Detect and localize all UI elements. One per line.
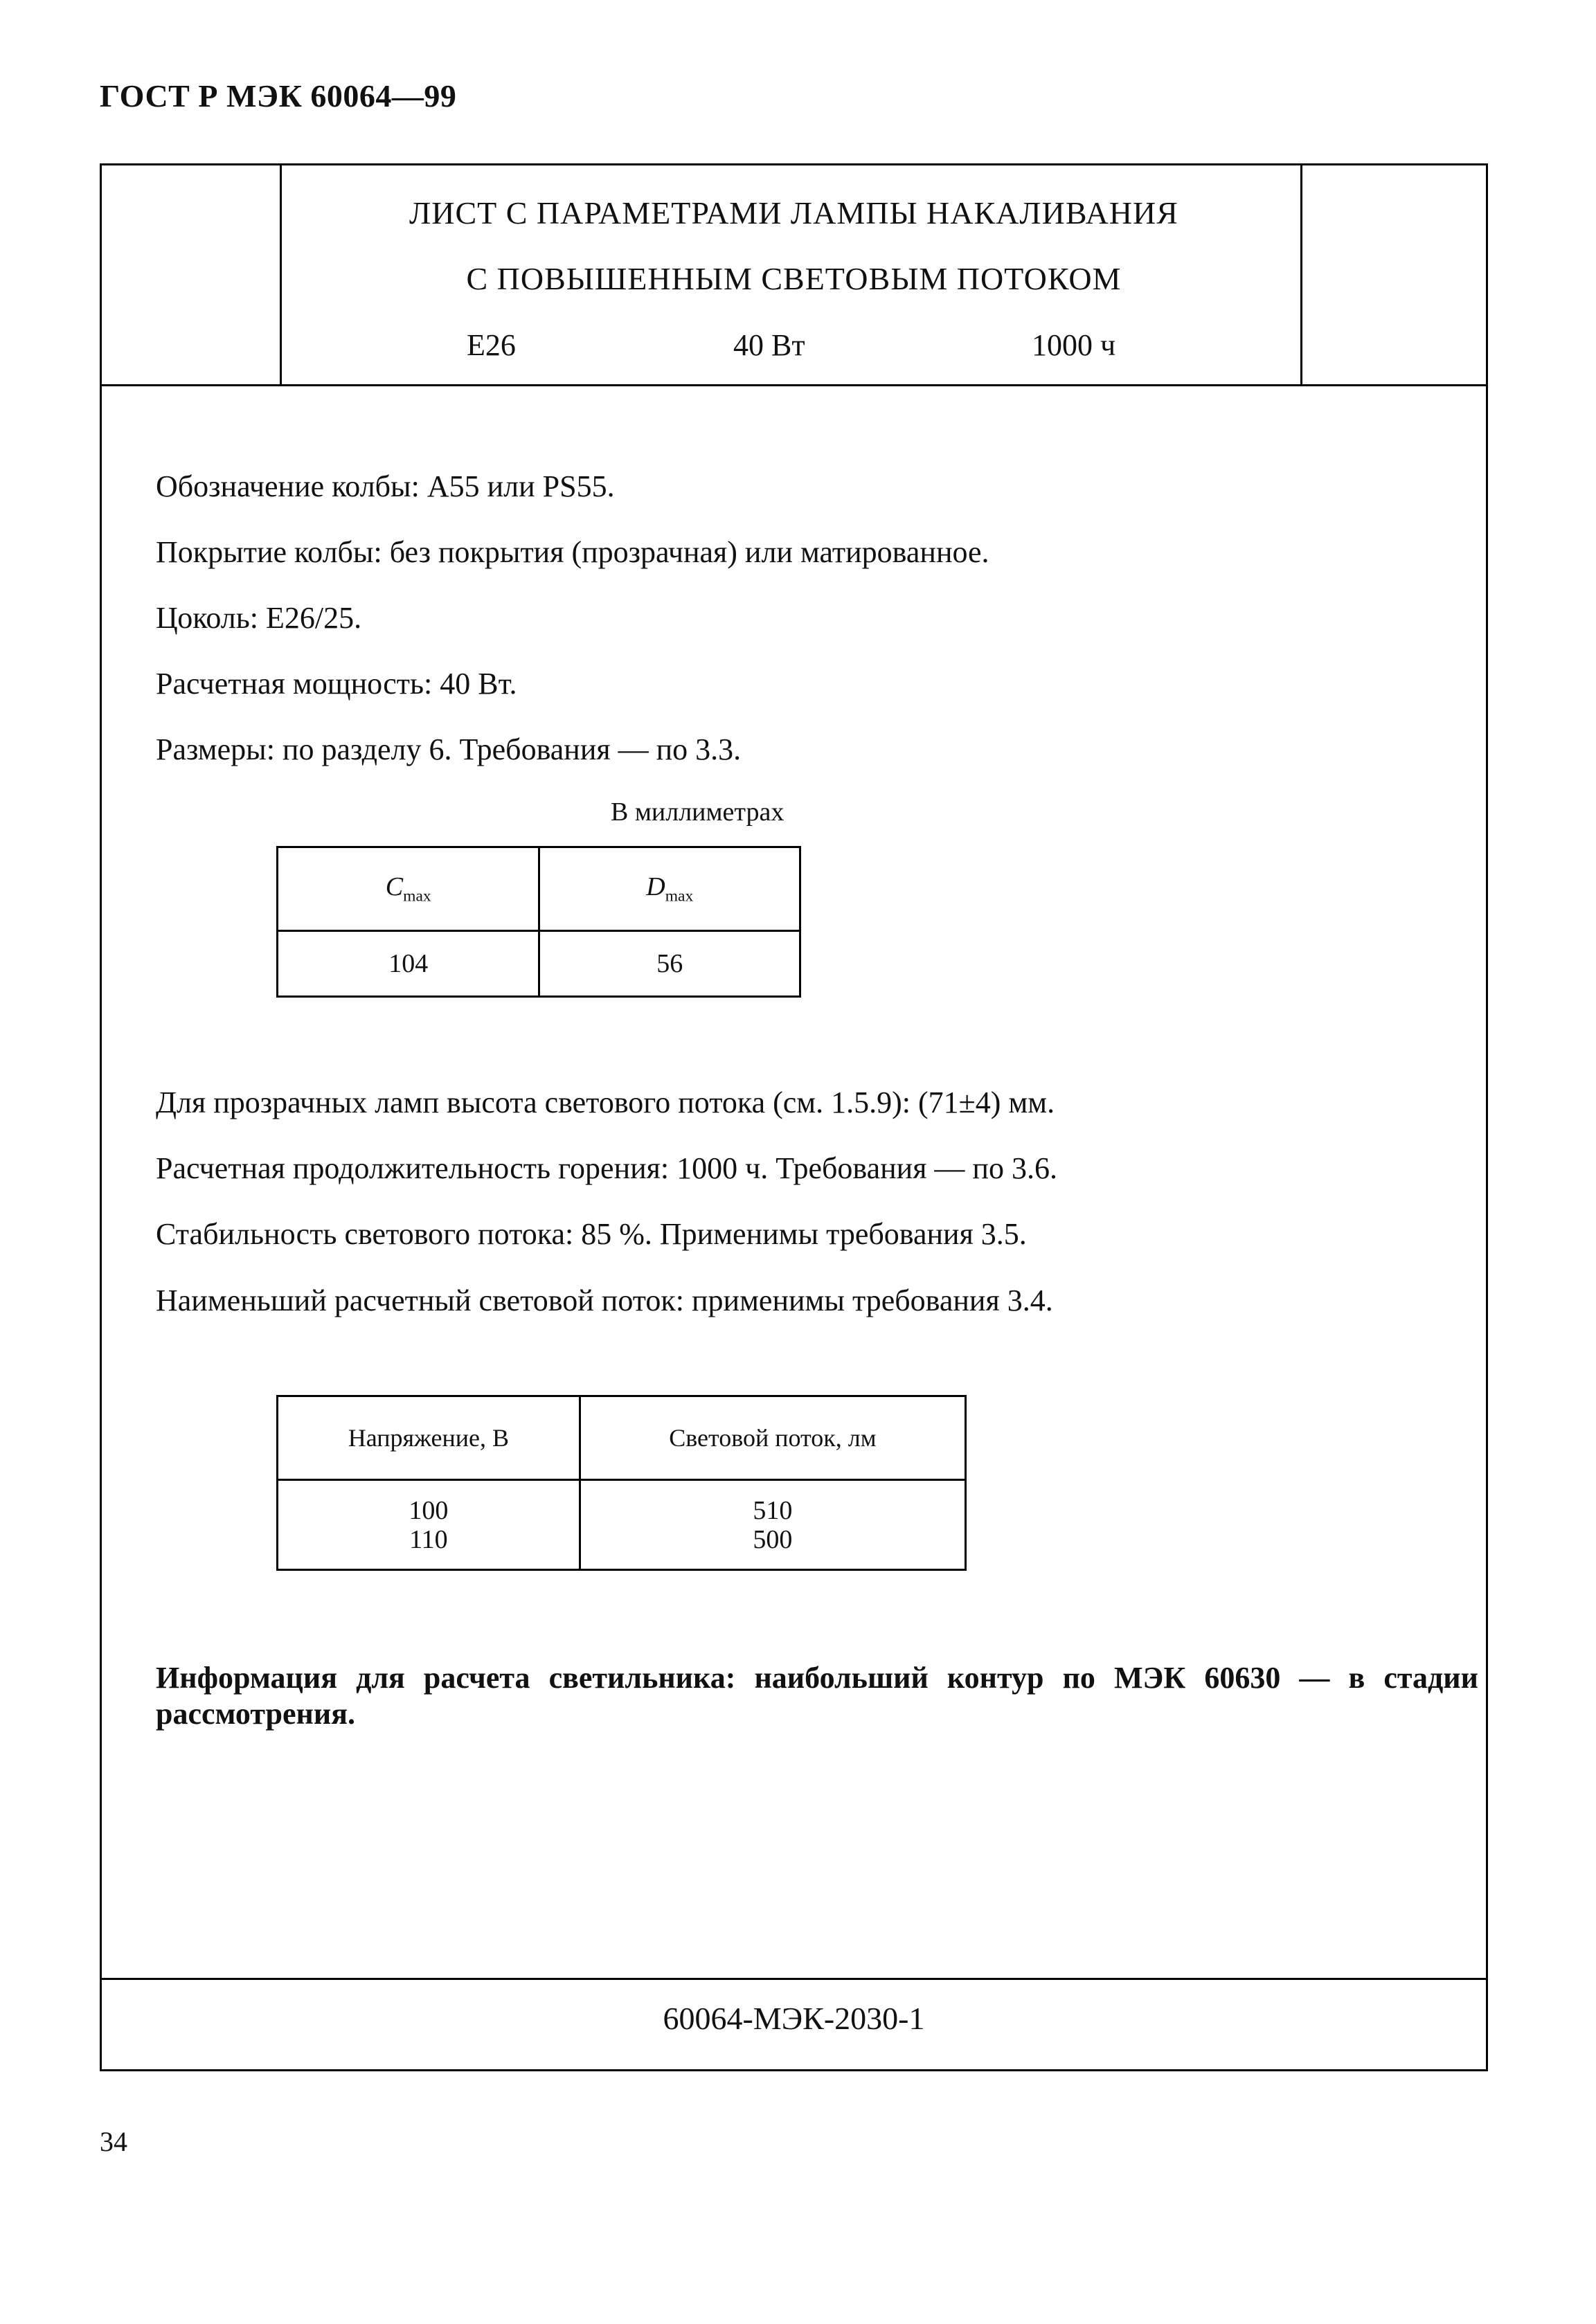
dimensions-table xyxy=(276,846,801,998)
footer-rule xyxy=(102,1978,1486,1980)
sheet-title-line2: С ПОВЫШЕННЫМ СВЕТОВЫМ ПОТОКОМ xyxy=(466,261,1122,296)
flux-value: 510 xyxy=(753,1495,793,1525)
light-centre-height: Для прозрачных ламп высота светового потока (см. 1.5.9): (71±4) мм. xyxy=(156,1086,1055,1119)
spec-power: 40 Вт xyxy=(733,328,805,362)
c-max-value: 104 xyxy=(278,931,539,997)
voltage-value: 100 xyxy=(409,1495,449,1525)
bulb-designation: Обозначение колбы: A55 или PS55. xyxy=(156,469,615,503)
flux-table xyxy=(276,1395,967,1571)
flux-values xyxy=(580,1480,965,1570)
voltage-value: 110 xyxy=(409,1524,448,1554)
title-bottom-rule xyxy=(102,384,1486,386)
sheet-title-line1: ЛИСТ С ПАРАМЕТРАМИ ЛАМПЫ НАКАЛИВАНИЯ xyxy=(409,195,1178,231)
spec-base: E26 xyxy=(467,328,516,362)
flux-value: 500 xyxy=(753,1524,793,1554)
lumen-maintenance: Стабильность светового потока: 85 %. Применимы требования 3.5. xyxy=(156,1217,1027,1251)
minimum-flux: Наименьший расчетный световой поток: применимы требования 3.4. xyxy=(156,1283,1053,1317)
cap-type: Цоколь: E26/25. xyxy=(156,601,362,635)
luminaire-design-info: Информация для расчета светильника: наибольший контур по МЭК 60630 — в стадии рассмотрения. xyxy=(156,1661,1478,1731)
dimensions-note: Размеры: по разделу 6. Требования — по 3.3. xyxy=(156,732,742,766)
flux-header: Световой поток, лм xyxy=(580,1396,965,1480)
spec-life: 1000 ч xyxy=(1032,328,1116,362)
d-max-header: $D_{max}$ xyxy=(539,847,800,931)
page-number: 34 xyxy=(100,2126,127,2157)
bulb-coating: Покрытие колбы: без покрытия (прозрачная) или матированное. xyxy=(156,535,989,569)
rated-power: Расчетная мощность: 40 Вт. xyxy=(156,667,517,701)
d-max-value: 56 xyxy=(539,931,800,997)
c-max-header: $C_{max}$ xyxy=(278,847,539,931)
document-standard-header: ГОСТ Р МЭК 60064—99 xyxy=(100,78,457,114)
voltage-values xyxy=(278,1480,580,1570)
voltage-header: Напряжение, В xyxy=(278,1396,580,1480)
sheet-code: 60064-МЭК-2030-1 xyxy=(663,2001,925,2036)
rated-life: Расчетная продолжительность горения: 1000 ч. Требования — по 3.6. xyxy=(156,1151,1057,1185)
units-note: В миллиметрах xyxy=(611,798,784,827)
